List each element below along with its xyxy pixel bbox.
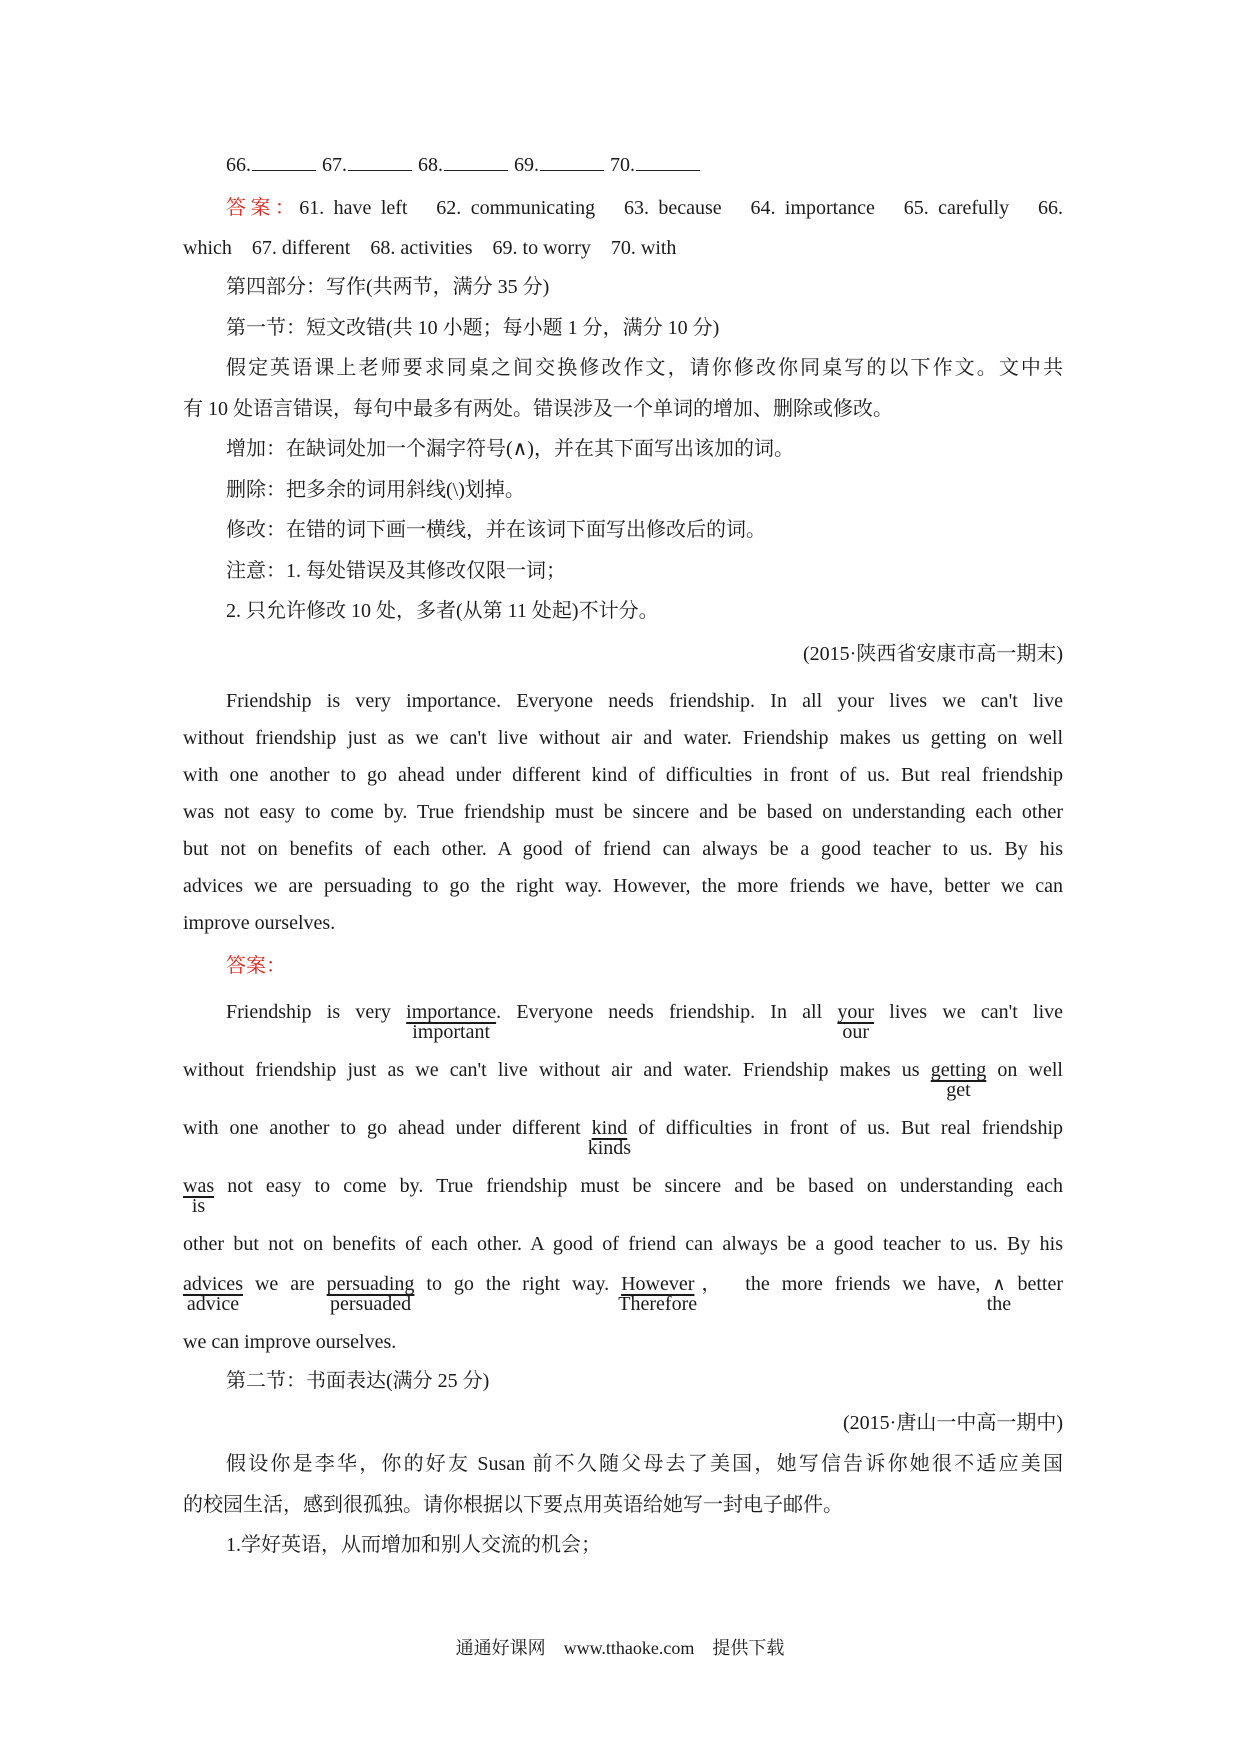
instruction-add: 增加：在缺词处加一个漏字符号(∧)，并在其下面写出该加的词。	[226, 438, 794, 460]
note-1: 注意：1. 每处错误及其修改仅限一词；	[226, 560, 566, 582]
correction-advices: advices advice	[183, 1273, 243, 1315]
correction-persuading: persuading persuaded	[326, 1273, 415, 1315]
answer-label: 答案：	[226, 197, 300, 219]
passage-line-6: advices we are persuading to go the right way. However, the more friends we have, better we can	[183, 875, 1063, 897]
instruction-modify: 修改：在错的词下画一横线，并在该词下面写出修改后的词。	[226, 519, 766, 541]
blank-label-70: 70.	[610, 154, 635, 176]
corrected-line-2: without friendship just as we can't live without air and water. Friendship makes us getting get on well	[183, 1059, 1063, 1101]
blank-label-68: 68.	[418, 154, 443, 176]
writing-prompt-line-1: 假设你是李华，你的好友 Susan 前不久随父母去了美国，她写信告诉你她很不适应美国	[226, 1453, 1063, 1475]
blank-label-67: 67.	[322, 154, 347, 176]
blank-70	[636, 152, 700, 171]
source-citation-1: (2015·陕西省安康市高一期末)	[803, 643, 1063, 665]
corrected-line-3: with one another to go ahead under different kind kinds of difficulties in front of us. But real friendship	[183, 1117, 1063, 1159]
correction-was: was is	[183, 1175, 215, 1217]
note-2: 2. 只允许修改 10 处，多者(从第 11 处起)不计分。	[226, 600, 659, 622]
blank-69	[540, 152, 604, 171]
source-citation-2: (2015·唐山一中高一期中)	[843, 1412, 1063, 1434]
insertion-caret: ∧ the	[986, 1274, 1012, 1315]
corrected-line-4: was is not easy to come by. True friendship must be sincere and be based on understanding each	[183, 1175, 1063, 1217]
correction-kind: kind kinds	[587, 1117, 632, 1159]
answer-blanks-row	[226, 152, 701, 178]
answer-label-2: 答案：	[226, 955, 286, 977]
passage-line-7: improve ourselves.	[183, 912, 336, 934]
section-two-title: 第二节：书面表达(满分 25 分)	[226, 1370, 490, 1392]
passage-line-4: was not easy to come by. True friendship must be sincere and be based on understanding each other	[183, 801, 1063, 823]
corrected-line-6: advices advice we are persuading persuaded to go the right way. However Therefore ， the more friends we have, ∧ the better	[183, 1273, 1064, 1315]
writing-point-1: 1.学好英语，从而增加和别人交流的机会；	[226, 1534, 601, 1556]
passage-line-1: Friendship is very importance. Everyone needs friendship. In all your lives we can't live	[226, 690, 1063, 712]
page-footer: 通通好课网 www.tthaoke.com 提供下载	[455, 1638, 785, 1658]
correction-your: your our	[837, 1001, 875, 1043]
answer-key-line-2: which 67. different 68. activities 69. to worry 70. with	[183, 237, 677, 259]
passage-line-2: without friendship just as we can't live without air and water. Friendship makes us getting on well	[183, 727, 1063, 749]
section-one-title: 第一节：短文改错(共 10 小题；每小题 1 分，满分 10 分)	[226, 317, 720, 339]
writing-prompt-line-2: 的校园生活，感到很孤独。请你根据以下要点用英语给她写一封电子邮件。	[183, 1494, 843, 1516]
corrected-line-1: Friendship is very importance important . Everyone needs friendship. In all your our lives we can't live	[226, 1001, 1063, 1043]
instruction-line-1: 假定英语课上老师要求同桌之间交换修改作文，请你修改你同桌写的以下作文。文中共	[226, 357, 1063, 379]
answer-key-line-1	[226, 195, 1063, 221]
correction-getting: getting get	[930, 1059, 987, 1101]
corrected-line-5: other but not on benefits of each other. A good of friend can always be a good teacher to us. By his	[183, 1233, 1063, 1255]
blank-label-69: 69.	[514, 154, 539, 176]
passage-line-5: but not on benefits of each other. A good of friend can always be a good teacher to us. By his	[183, 838, 1063, 860]
blank-label-66: 66.	[226, 154, 251, 176]
correction-importance: importance important	[406, 1001, 497, 1043]
blank-67	[348, 152, 412, 171]
correction-however: However Therefore	[618, 1273, 698, 1315]
passage-line-3: with one another to go ahead under different kind of difficulties in front of us. But real friendship	[183, 764, 1063, 786]
blank-66	[252, 152, 316, 171]
blank-68	[444, 152, 508, 171]
instruction-delete: 删除：把多余的词用斜线(\)划掉。	[226, 479, 525, 501]
instruction-line-2: 有 10 处语言错误，每句中最多有两处。错误涉及一个单词的增加、删除或修改。	[183, 398, 893, 420]
answer-key-text-1: 61. have left 62. communicating 63. because 64. importance 65. carefully 66.	[299, 197, 1064, 219]
corrected-line-7: we can improve ourselves.	[183, 1331, 397, 1353]
part-four-title: 第四部分：写作(共两节，满分 35 分)	[226, 276, 550, 298]
